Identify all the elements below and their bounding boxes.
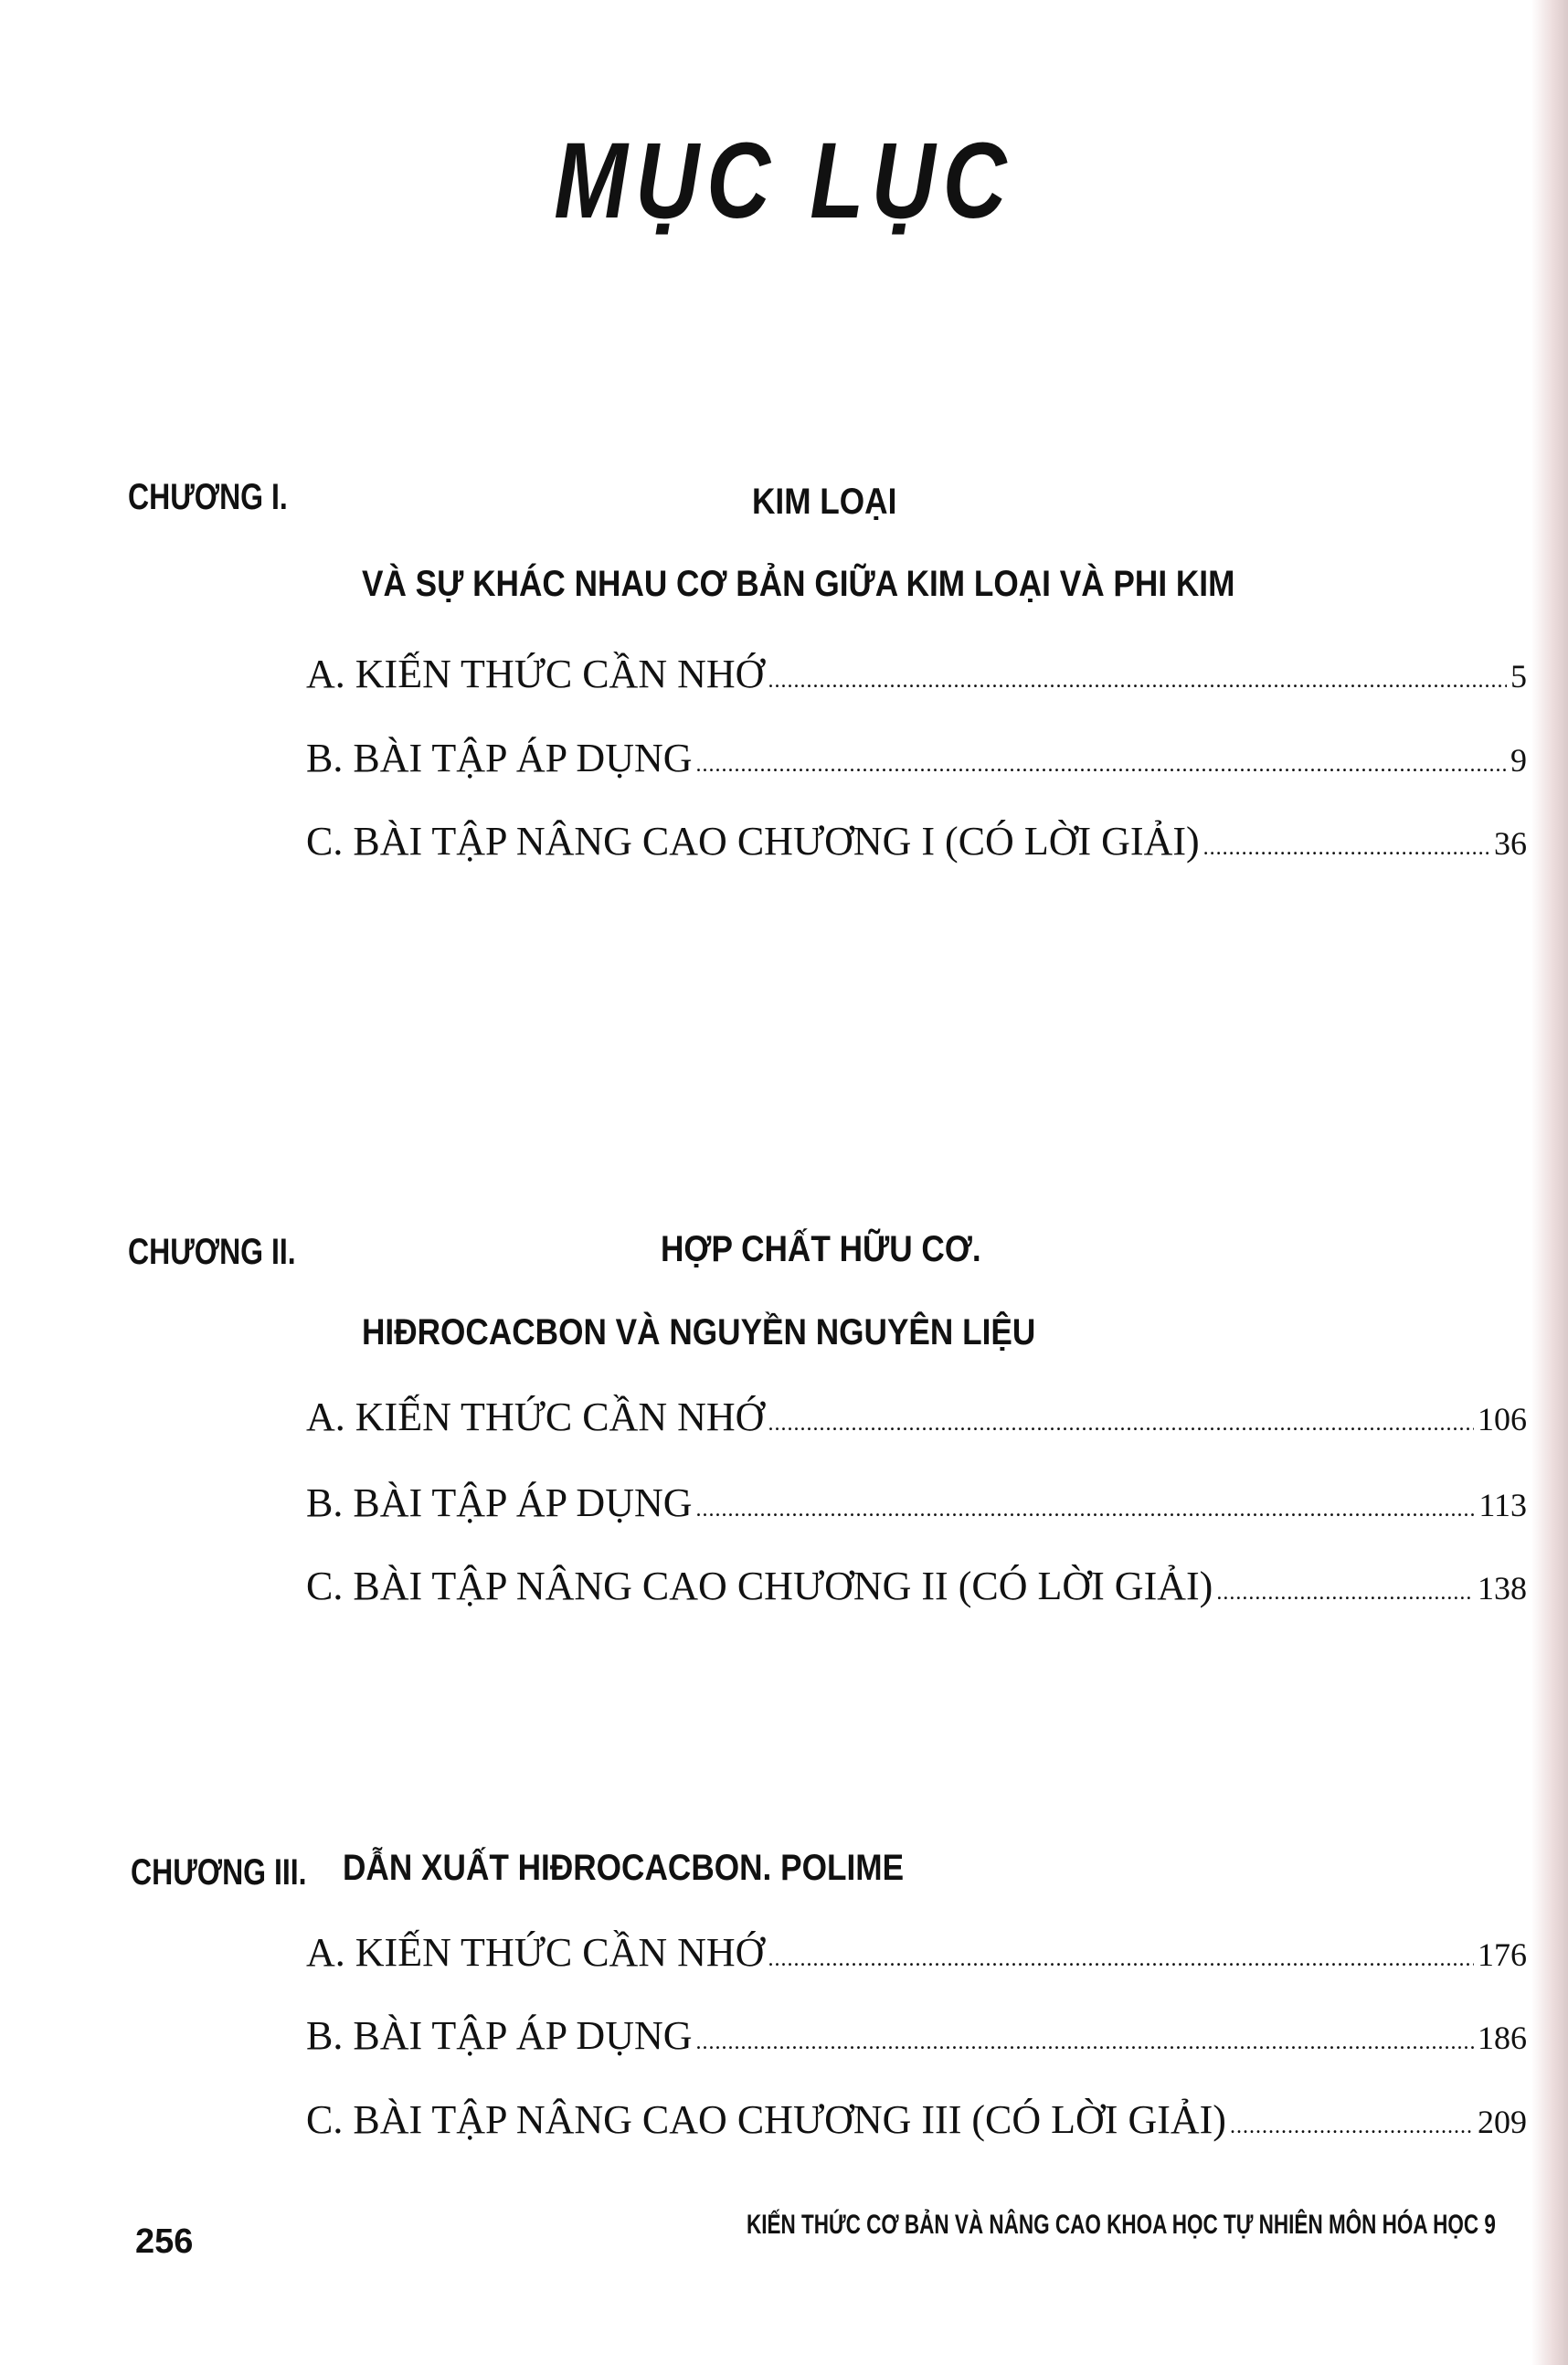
leader-dots	[768, 669, 1507, 694]
leader-dots	[696, 753, 1507, 778]
page-title: MỤC LỤC	[554, 121, 1014, 241]
toc-entry-page: 106	[1478, 1401, 1527, 1437]
chapter-3-label: CHƯƠNG III.	[131, 1852, 307, 1893]
toc-entry-label: B. BÀI TẬP ÁP DỤNG	[306, 1480, 693, 1525]
toc-entry[interactable]	[306, 818, 1527, 864]
leader-dots	[696, 2031, 1474, 2055]
toc-entry-label: C. BÀI TẬP NÂNG CAO CHƯƠNG II (CÓ LỜI GIẢI)	[306, 1564, 1213, 1608]
toc-entry[interactable]	[306, 735, 1527, 781]
toc-entry-label: C. BÀI TẬP NÂNG CAO CHƯƠNG III (CÓ LỜI GIẢI)	[306, 2097, 1226, 2142]
toc-entry-label: B. BÀI TẬP ÁP DỤNG	[306, 2013, 693, 2058]
toc-entry-label: B. BÀI TẬP ÁP DỤNG	[306, 736, 693, 780]
chapter-2-subheading: HIĐROCACBON VÀ NGUYỀN NGUYÊN LIỆU	[362, 1312, 1036, 1352]
toc-entry-label: C. BÀI TẬP NÂNG CAO CHƯƠNG I (CÓ LỜI GIẢI)	[306, 819, 1200, 864]
leader-dots	[768, 1412, 1474, 1437]
toc-entry-label: A. KIẾN THỨC CẦN NHỚ	[306, 1395, 765, 1439]
chapter-2-label: CHƯƠNG II.	[128, 1232, 296, 1272]
leader-dots	[696, 1498, 1476, 1522]
toc-entry[interactable]	[306, 1394, 1527, 1440]
leader-dots	[1203, 836, 1490, 861]
chapter-1-heading: KIM LOẠI	[752, 482, 897, 522]
toc-entry-label: A. KIẾN THỨC CẦN NHỚ	[306, 1930, 765, 1975]
toc-entry[interactable]	[306, 651, 1527, 697]
chapter-1-subheading: VÀ SỰ KHÁC NHAU CƠ BẢN GIỮA KIM LOẠI VÀ PHI KIM	[362, 564, 1235, 604]
toc-entry-page: 209	[1478, 2104, 1527, 2140]
toc-entry-label: A. KIẾN THỨC CẦN NHỚ	[306, 652, 765, 696]
toc-entry-page: 9	[1510, 742, 1527, 779]
footer-book-title: KIẾN THỨC CƠ BẢN VÀ NÂNG CAO KHOA HỌC TỰ NHIÊN MÔN HÓA HỌC 9	[747, 2210, 1496, 2240]
page-binding-shadow	[1531, 0, 1568, 2365]
leader-dots	[1230, 2115, 1474, 2139]
toc-entry-page: 186	[1478, 2020, 1527, 2056]
toc-entry[interactable]	[306, 2012, 1527, 2059]
toc-entry-page: 176	[1478, 1936, 1527, 1973]
toc-entry[interactable]	[306, 2096, 1527, 2143]
toc-entry[interactable]	[306, 1479, 1527, 1526]
toc-entry-page: 5	[1510, 658, 1527, 695]
leader-dots	[768, 1947, 1474, 1972]
toc-entry[interactable]	[306, 1929, 1527, 1976]
chapter-1-label: CHƯƠNG I.	[128, 477, 288, 517]
toc-entry[interactable]	[306, 1563, 1527, 1609]
footer-page-number: 256	[135, 2222, 194, 2261]
toc-entry-page: 36	[1494, 825, 1527, 862]
toc-entry-page: 113	[1478, 1487, 1527, 1523]
toc-entry-page: 138	[1478, 1570, 1527, 1607]
leader-dots	[1216, 1581, 1474, 1606]
chapter-2-heading: HỢP CHẤT HỮU CƠ.	[661, 1229, 981, 1269]
chapter-3-heading: DẪN XUẤT HIĐROCACBON. POLIME	[343, 1848, 905, 1888]
